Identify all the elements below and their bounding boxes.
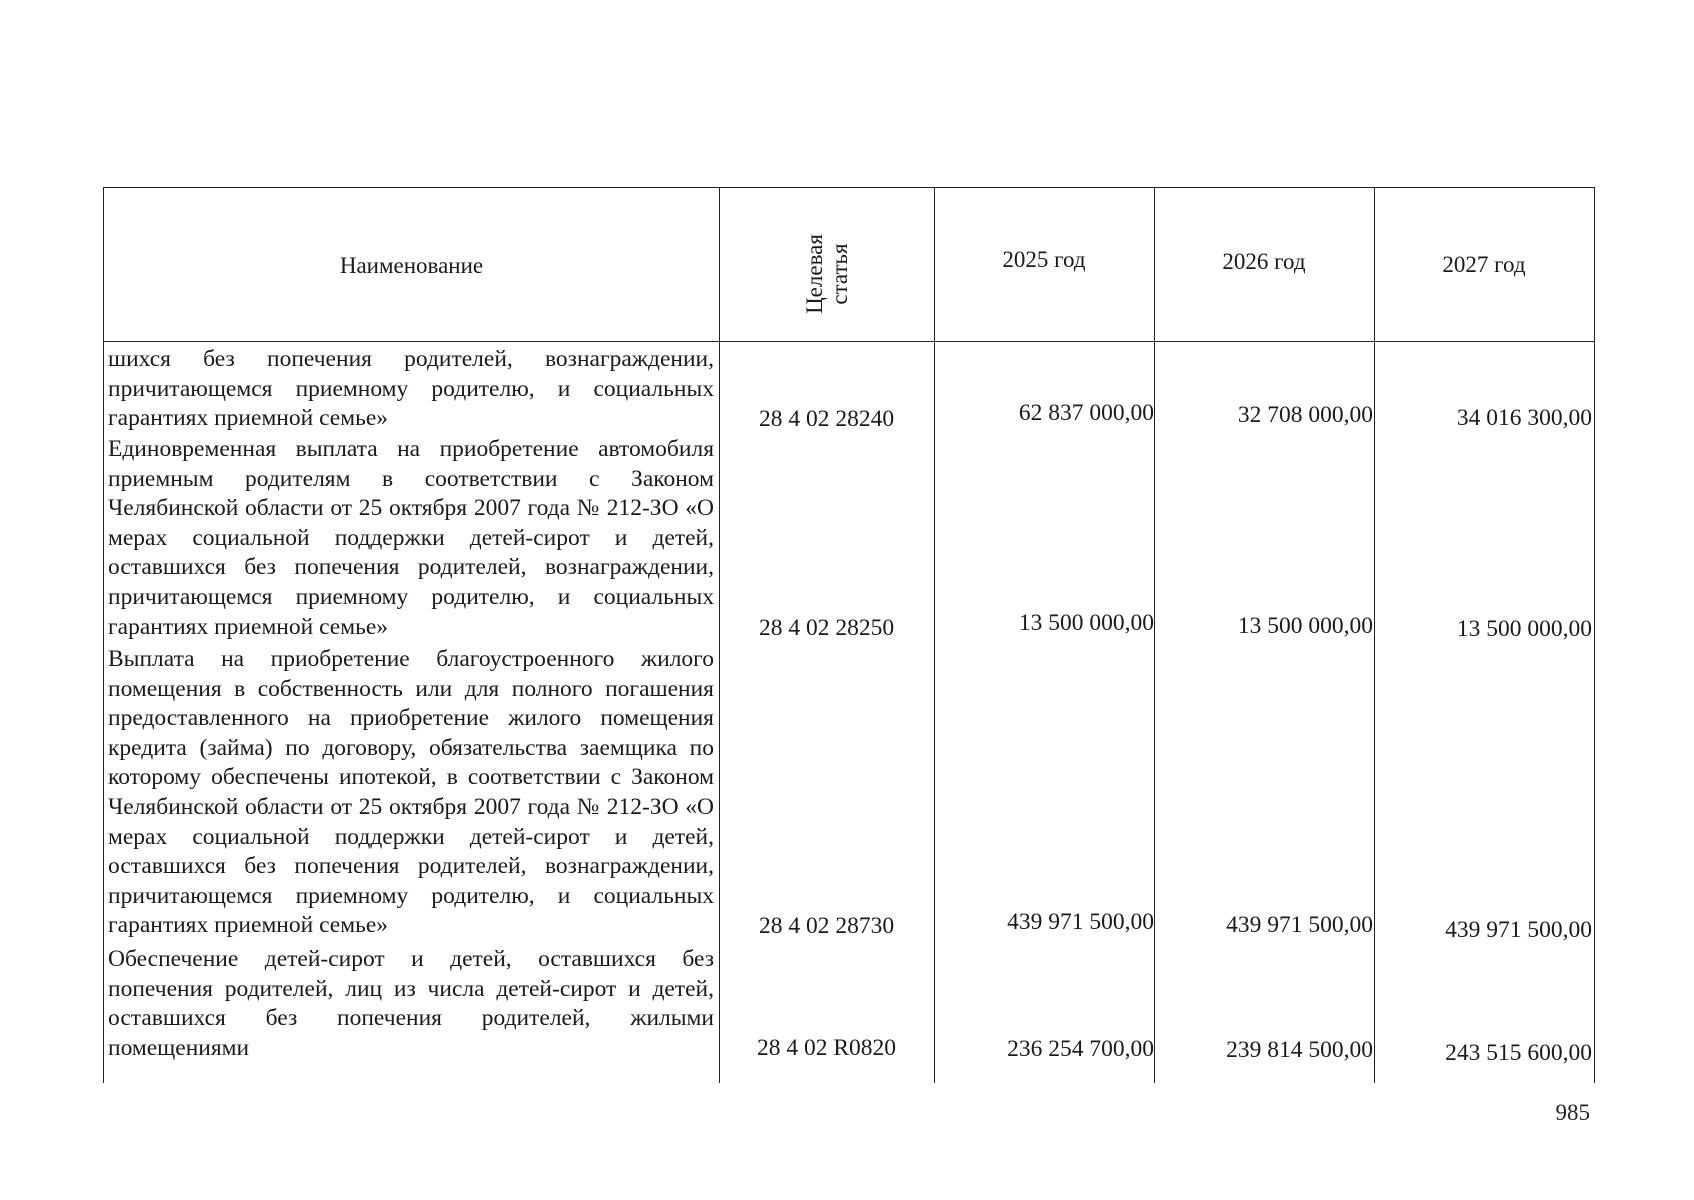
page-number: 985 bbox=[1555, 1100, 1590, 1125]
header-target-article-label: Целевая статья bbox=[801, 234, 852, 314]
row-value-2027: 243 515 600,00 bbox=[1445, 1040, 1592, 1066]
header-divider bbox=[104, 341, 1594, 342]
table-row bbox=[104, 645, 1594, 945]
row-value-2026: 439 971 500,00 bbox=[1226, 912, 1373, 938]
budget-table bbox=[103, 187, 1595, 1083]
row-value-2025: 62 837 000,00 bbox=[1018, 400, 1154, 426]
header-target-article bbox=[719, 210, 934, 338]
row-name: Единовременная выплата на приобретение автомобиля приемным родителям в соответствии с Законом Челябинской области от 25 октября 2007 года № 212-ЗО «О мерах социальной поддержки детей-сирот и детей, оставшихся без попечения родителей, вознаграждении, причитающемся приемному родителю, и социальных гарантиях приемной семье» bbox=[108, 436, 714, 640]
header-name: Наименование bbox=[339, 253, 484, 278]
row-code: 28 4 02 28240 bbox=[758, 406, 895, 432]
row-code: 28 4 02 R0820 bbox=[756, 1035, 897, 1061]
row-name: Выплата на приобретение благоустроенного жилого помещения в собственность или для полного погашения предоставленного на приобретение жилого помещения кредита (займа) по договору, обязательства заемщика по которому обеспечены ипотекой, в соответствии с Законом Челябинской области от 25 октября 2007 года № 212-ЗО «О мерах социальной поддержки детей-сирот и детей, оставшихся без попечения родителей, вознаграждении, причитающемся приемному родителю, и социальных гарантиях приемной семье» bbox=[108, 646, 714, 939]
row-value-2027: 34 016 300,00 bbox=[1456, 405, 1592, 431]
table-row bbox=[104, 435, 1594, 645]
row-value-2027: 13 500 000,00 bbox=[1456, 616, 1592, 642]
table-row bbox=[104, 945, 1594, 1083]
header-2025: 2025 год bbox=[1002, 247, 1086, 272]
row-name: Обеспечение детей-сирот и детей, оставшихся без попечения родителей, лиц из числа детей-сирот и детей, оставшихся без попечения родителей, жилыми помещениями bbox=[108, 946, 714, 1061]
row-value-2027: 439 971 500,00 bbox=[1445, 917, 1592, 943]
row-value-2025: 236 254 700,00 bbox=[1007, 1036, 1154, 1062]
row-value-2026: 32 708 000,00 bbox=[1237, 402, 1373, 428]
row-name: шихся без попечения родителей, вознаграждении, причитающемся приемному родителю, и социальных гарантиях приемной семье» bbox=[108, 346, 714, 432]
row-code: 28 4 02 28250 bbox=[758, 615, 895, 641]
header-2026: 2026 год bbox=[1222, 249, 1306, 274]
row-code: 28 4 02 28730 bbox=[758, 913, 895, 939]
table-row bbox=[104, 345, 1594, 436]
row-value-2025: 439 971 500,00 bbox=[1007, 909, 1154, 935]
row-value-2026: 13 500 000,00 bbox=[1237, 613, 1373, 639]
row-value-2026: 239 814 500,00 bbox=[1226, 1037, 1373, 1063]
row-value-2025: 13 500 000,00 bbox=[1018, 610, 1154, 636]
header-2027: 2027 год bbox=[1442, 252, 1526, 277]
